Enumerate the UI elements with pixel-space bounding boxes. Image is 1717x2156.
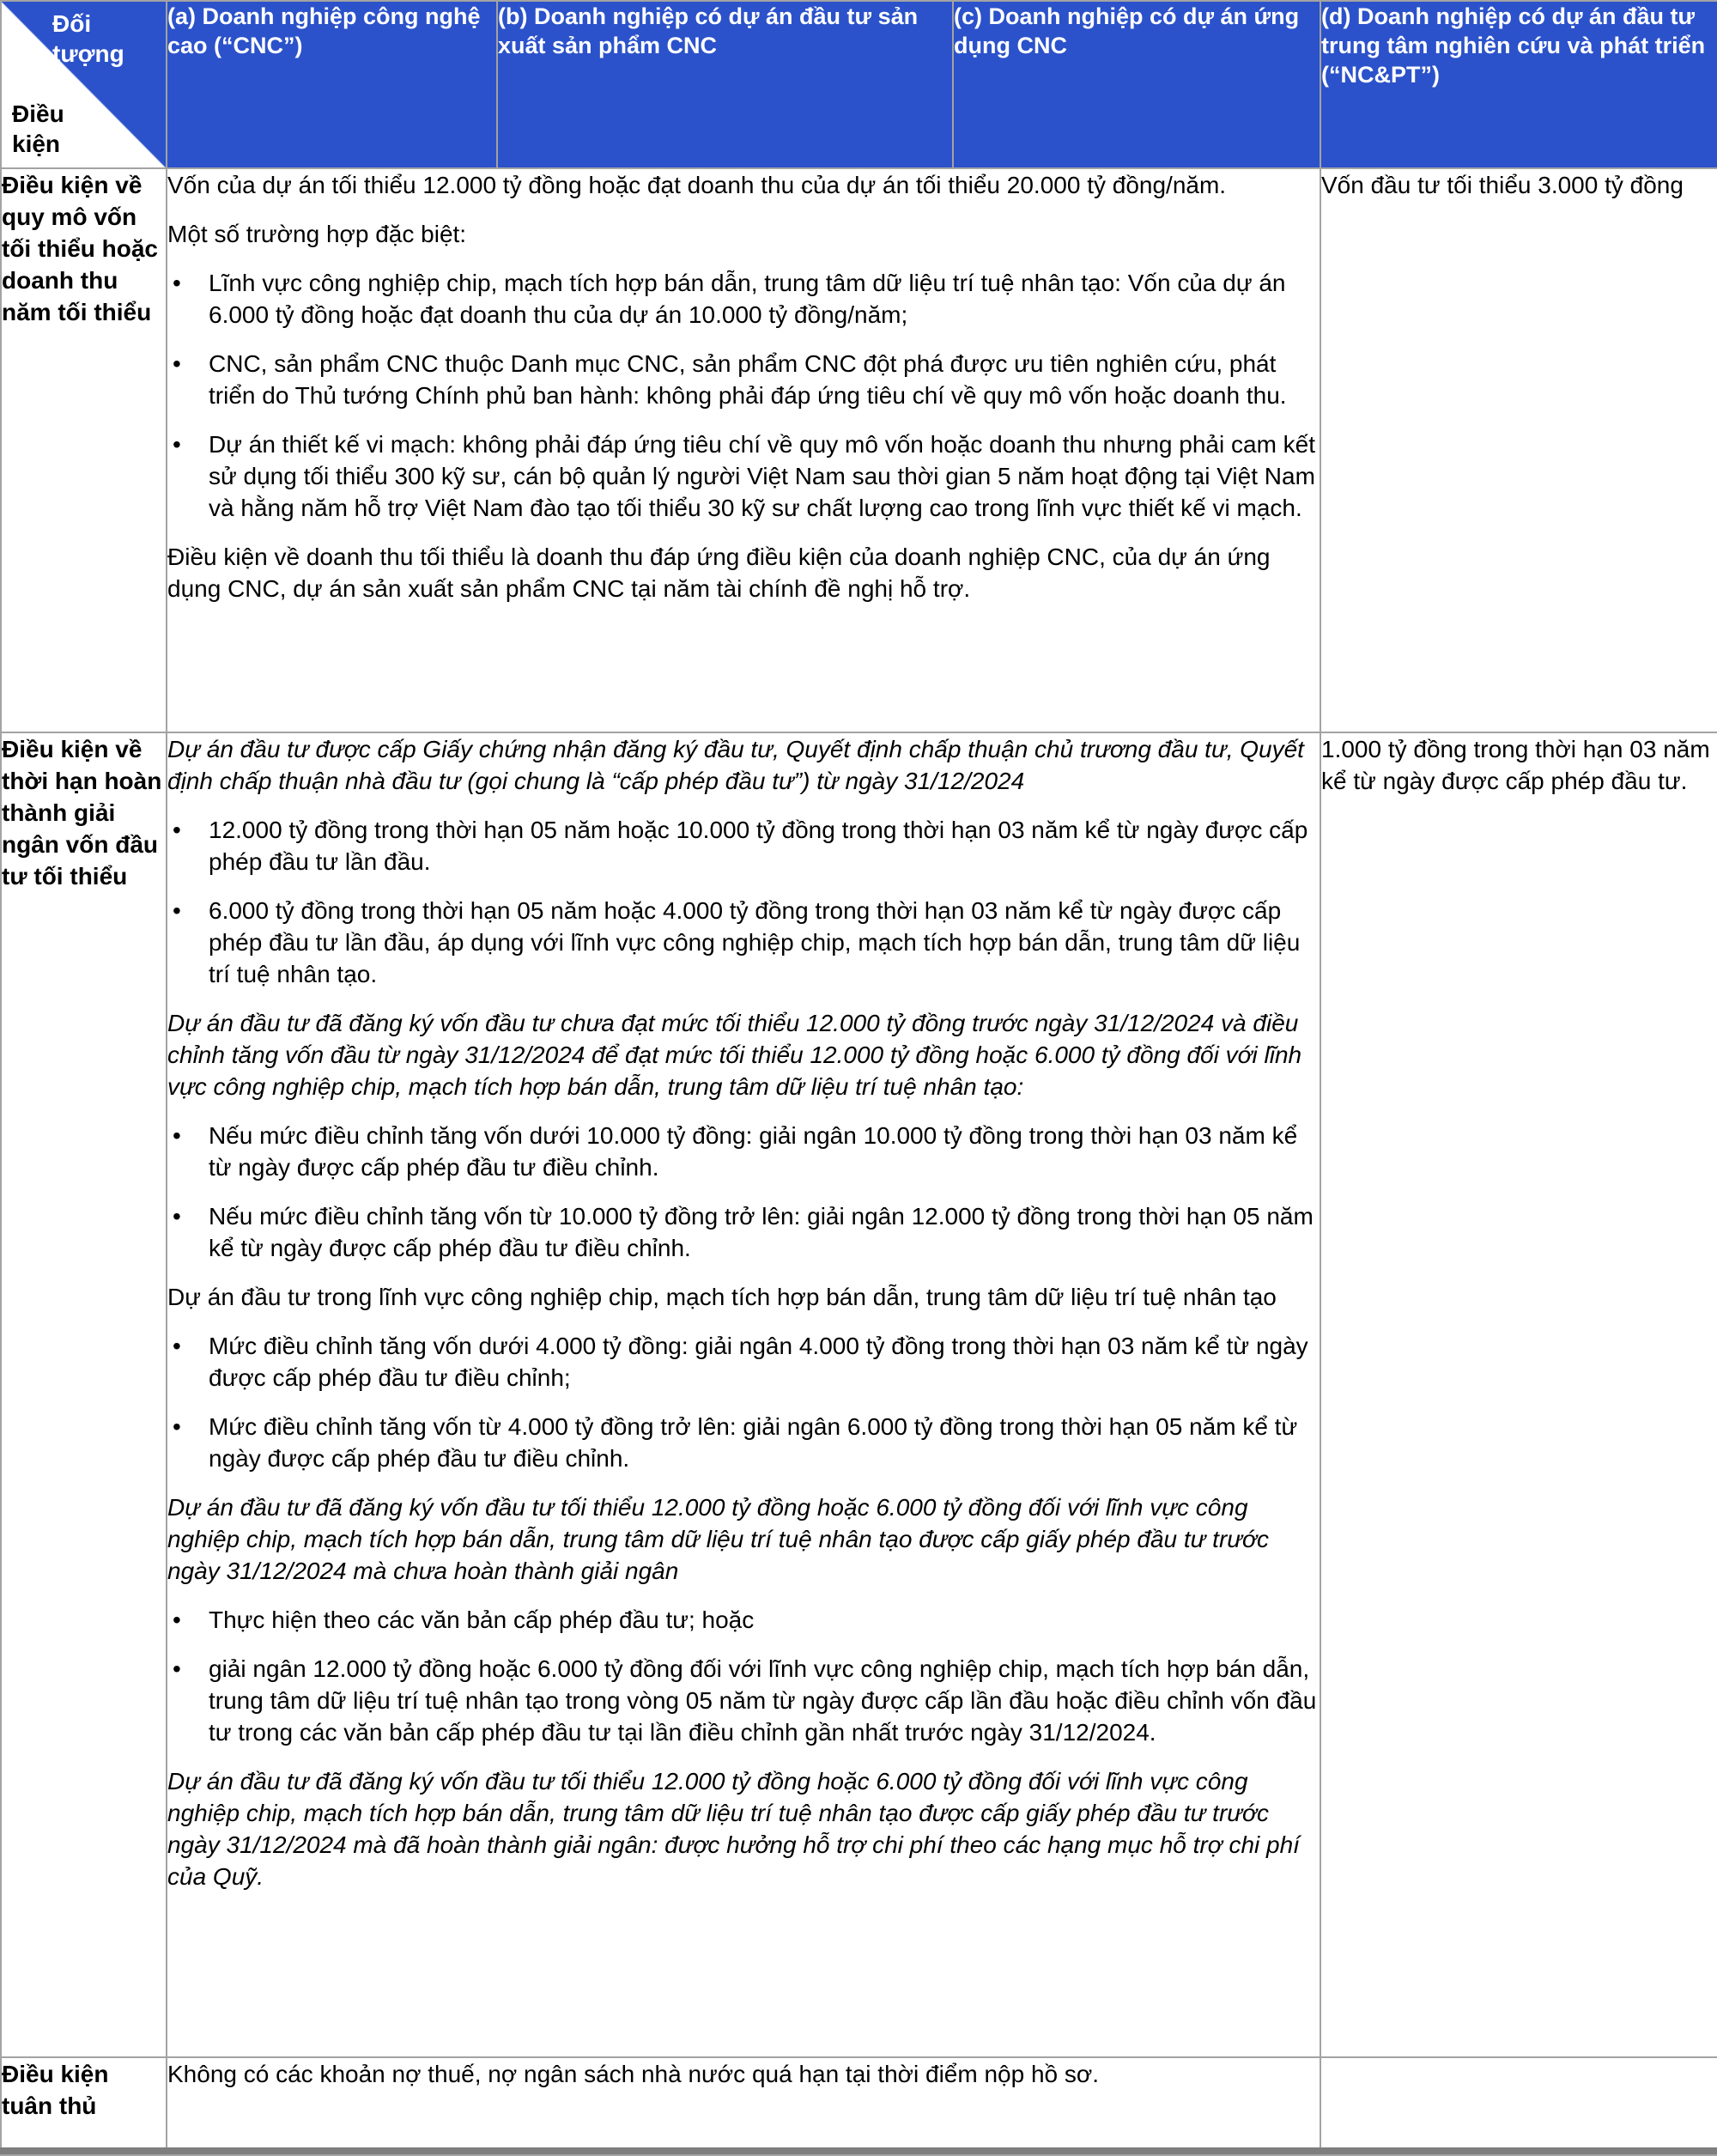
bullet-text: Thực hiện theo các văn bản cấp phép đầu tư; hoặc bbox=[209, 1606, 755, 1633]
bullet-item bbox=[167, 1604, 1320, 1636]
corner-header-cell bbox=[1, 1, 167, 168]
bullet-item bbox=[167, 1411, 1320, 1474]
column-header-b: (b) Doanh nghiệp có dự án đầu tư sản xuất sản phẩm CNC bbox=[497, 1, 953, 168]
paragraph-italic: Dự án đầu tư đã đăng ký vốn đầu tư tối thiểu 12.000 tỷ đồng hoặc 6.000 tỷ đồng đối với lĩnh vực công nghiệp chip, mạch tích hợp bán dẫn, trung tâm dữ liệu trí tuệ nhân tạo được cấp giấy phép đầu tư trước ngày 31/12/2024 mà chưa hoàn thành giải ngân bbox=[167, 1494, 1269, 1584]
bullet-item bbox=[167, 348, 1320, 411]
bullet-icon: • bbox=[173, 1333, 181, 1359]
bottom-edge-bar bbox=[0, 2147, 1717, 2154]
bullet-icon: • bbox=[173, 270, 181, 296]
bullet-icon: • bbox=[173, 1413, 181, 1440]
cell-capital-scale-main bbox=[167, 168, 1320, 732]
paragraph: Vốn đầu tư tối thiểu 3.000 tỷ đồng bbox=[1321, 172, 1684, 198]
bullet-icon: • bbox=[173, 1122, 181, 1149]
column-header-c: (c) Doanh nghiệp có dự án ứng dụng CNC bbox=[953, 1, 1320, 168]
paragraph: Một số trường hợp đặc biệt: bbox=[167, 221, 467, 247]
row-label-compliance: Điều kiện tuân thủ bbox=[1, 2057, 167, 2155]
bullet-item bbox=[167, 895, 1320, 990]
paragraph: Không có các khoản nợ thuế, nợ ngân sách nhà nước quá hạn tại thời điểm nộp hồ sơ. bbox=[167, 2061, 1100, 2087]
cell-capital-scale-ncpt bbox=[1320, 168, 1717, 732]
bullet-icon: • bbox=[173, 897, 181, 924]
paragraph: 1.000 tỷ đồng trong thời hạn 03 năm kể từ ngày được cấp phép đầu tư. bbox=[1321, 736, 1710, 794]
bullet-text: CNC, sản phẩm CNC thuộc Danh mục CNC, sản phẩm CNC đột phá được ưu tiên nghiên cứu, phát triển do Thủ tướng Chính phủ ban hành: không phải đáp ứng tiêu chí về quy mô vốn hoặc doanh thu. bbox=[209, 350, 1287, 409]
table-row-compliance bbox=[1, 2057, 1717, 2155]
bullet-icon: • bbox=[173, 1203, 181, 1230]
bullet-text: Mức điều chỉnh tăng vốn dưới 4.000 tỷ đồng: giải ngân 4.000 tỷ đồng trong thời hạn 03 năm kể từ ngày được cấp phép đầu tư điều chỉnh; bbox=[209, 1333, 1308, 1391]
paragraph: Vốn của dự án tối thiểu 12.000 tỷ đồng hoặc đạt doanh thu của dự án tối thiểu 20.000 tỷ đồng/năm. bbox=[167, 172, 1227, 198]
bullet-item bbox=[167, 1653, 1320, 1748]
bullet-icon: • bbox=[173, 1606, 181, 1633]
table-row-capital-scale bbox=[1, 168, 1717, 732]
column-header-d: (d) Doanh nghiệp có dự án đầu tư trung tâm nghiên cứu và phát triển (“NC&PT”) bbox=[1320, 1, 1717, 168]
table-row-disbursement-deadline bbox=[1, 732, 1717, 2057]
cell-disbursement-ncpt bbox=[1320, 732, 1717, 2057]
corner-label-dieu-kien: Điều kiện bbox=[12, 100, 64, 157]
bullet-text: 6.000 tỷ đồng trong thời hạn 05 năm hoặc 4.000 tỷ đồng trong thời hạn 03 năm kể từ ngày được cấp phép đầu tư lần đầu, áp dụng với lĩnh vực công nghiệp chip, mạch tích hợp bán dẫn, trung tâm dữ liệu trí tuệ nhân tạo. bbox=[209, 897, 1301, 987]
corner-label-doi-tuong: Đối tượng bbox=[52, 10, 124, 67]
bullet-text: Nếu mức điều chỉnh tăng vốn từ 10.000 tỷ đồng trở lên: giải ngân 12.000 tỷ đồng trong thời hạn 05 năm kể từ ngày được cấp phép đầu tư điều chỉnh. bbox=[209, 1203, 1314, 1261]
bullet-item bbox=[167, 1200, 1320, 1264]
cell-disbursement-main bbox=[167, 732, 1320, 2057]
bullet-icon: • bbox=[173, 431, 181, 458]
header-row bbox=[1, 1, 1717, 168]
bullet-text: Mức điều chỉnh tăng vốn từ 4.000 tỷ đồng trở lên: giải ngân 6.000 tỷ đồng trong thời hạn 05 năm kể từ ngày được cấp phép đầu tư điều chỉnh. bbox=[209, 1413, 1298, 1472]
bullet-item bbox=[167, 814, 1320, 878]
paragraph: Điều kiện về doanh thu tối thiểu là doanh thu đáp ứng điều kiện của doanh nghiệp CNC, của dự án ứng dụng CNC, dự án sản xuất sản phẩm CNC tại năm tài chính đề nghị hỗ trợ. bbox=[167, 544, 1271, 602]
paragraph-italic: Dự án đầu tư đã đăng ký vốn đầu tư tối thiểu 12.000 tỷ đồng hoặc 6.000 tỷ đồng đối với lĩnh vực công nghiệp chip, mạch tích hợp bán dẫn, trung tâm dữ liệu trí tuệ nhân tạo được cấp giấy phép đầu tư trước ngày 31/12/2024 mà đã hoàn thành giải ngân: được hưởng hỗ trợ chi phí theo các hạng mục hỗ trợ chi phí của Quỹ. bbox=[167, 1768, 1300, 1890]
bullet-item bbox=[167, 428, 1320, 524]
bullet-icon: • bbox=[173, 1655, 181, 1682]
bullet-item bbox=[167, 267, 1320, 331]
paragraph-italic: Dự án đầu tư được cấp Giấy chứng nhận đăng ký đầu tư, Quyết định chấp thuận chủ trương đầu tư, Quyết định chấp thuận nhà đầu tư (gọi chung là “cấp phép đầu tư”) từ ngày 31/12/2024 bbox=[167, 736, 1304, 794]
bullet-text: Dự án thiết kế vi mạch: không phải đáp ứng tiêu chí về quy mô vốn hoặc doanh thu nhưng phải cam kết sử dụng tối thiểu 300 kỹ sư, cán bộ quản lý người Việt Nam sau thời gian 5 năm hoạt động tại Việt Nam và hằng năm hỗ trợ Việt Nam đào tạo tối thiểu 30 kỹ sư chất lượng cao trong lĩnh vực thiết kế vi mạch. bbox=[209, 431, 1316, 521]
cell-compliance-ncpt bbox=[1320, 2057, 1717, 2155]
bullet-item bbox=[167, 1120, 1320, 1183]
bullet-item bbox=[167, 1330, 1320, 1394]
column-header-a: (a) Doanh nghiệp công nghệ cao (“CNC”) bbox=[167, 1, 497, 168]
row-label-capital-scale: Điều kiện về quy mô vốn tối thiểu hoặc doanh thu năm tối thiểu bbox=[1, 168, 167, 732]
cell-compliance-main bbox=[167, 2057, 1320, 2155]
bullet-icon: • bbox=[173, 817, 181, 843]
paragraph-italic: Dự án đầu tư đã đăng ký vốn đầu tư chưa đạt mức tối thiểu 12.000 tỷ đồng trước ngày 31/12/2024 và điều chỉnh tăng vốn đầu từ ngày 31/12/2024 để đạt mức tối thiểu 12.000 tỷ đồng hoặc 6.000 tỷ đồng đối với lĩnh vực công nghiệp chip, mạch tích hợp bán dẫn, trung tâm dữ liệu trí tuệ nhân tạo: bbox=[167, 1010, 1302, 1100]
bullet-text: Lĩnh vực công nghiệp chip, mạch tích hợp bán dẫn, trung tâm dữ liệu trí tuệ nhân tạo: Vốn của dự án 6.000 tỷ đồng hoặc đạt doanh thu của dự án 10.000 tỷ đồng/năm; bbox=[209, 270, 1286, 328]
row-label-disbursement-deadline: Điều kiện về thời hạn hoàn thành giải ngân vốn đầu tư tối thiểu bbox=[1, 732, 167, 2057]
bullet-text: 12.000 tỷ đồng trong thời hạn 05 năm hoặc 10.000 tỷ đồng trong thời hạn 03 năm kể từ ngày được cấp phép đầu tư lần đầu. bbox=[209, 817, 1308, 875]
bullet-icon: • bbox=[173, 350, 181, 377]
bullet-text: Nếu mức điều chỉnh tăng vốn dưới 10.000 tỷ đồng: giải ngân 10.000 tỷ đồng trong thời hạn 03 năm kể từ ngày được cấp phép đầu tư điều chỉnh. bbox=[209, 1122, 1298, 1181]
paragraph: Dự án đầu tư trong lĩnh vực công nghiệp chip, mạch tích hợp bán dẫn, trung tâm dữ liệu trí tuệ nhân tạo bbox=[167, 1284, 1277, 1310]
bullet-text: giải ngân 12.000 tỷ đồng hoặc 6.000 tỷ đồng đối với lĩnh vực công nghiệp chip, mạch tích hợp bán dẫn, trung tâm dữ liệu trí tuệ nhân tạo trong vòng 05 năm từ ngày được cấp lần đầu hoặc điều chỉnh vốn đầu tư trong các văn bản cấp phép đầu tư tại lần điều chỉnh gần nhất trước ngày 31/12/2024. bbox=[209, 1655, 1317, 1746]
